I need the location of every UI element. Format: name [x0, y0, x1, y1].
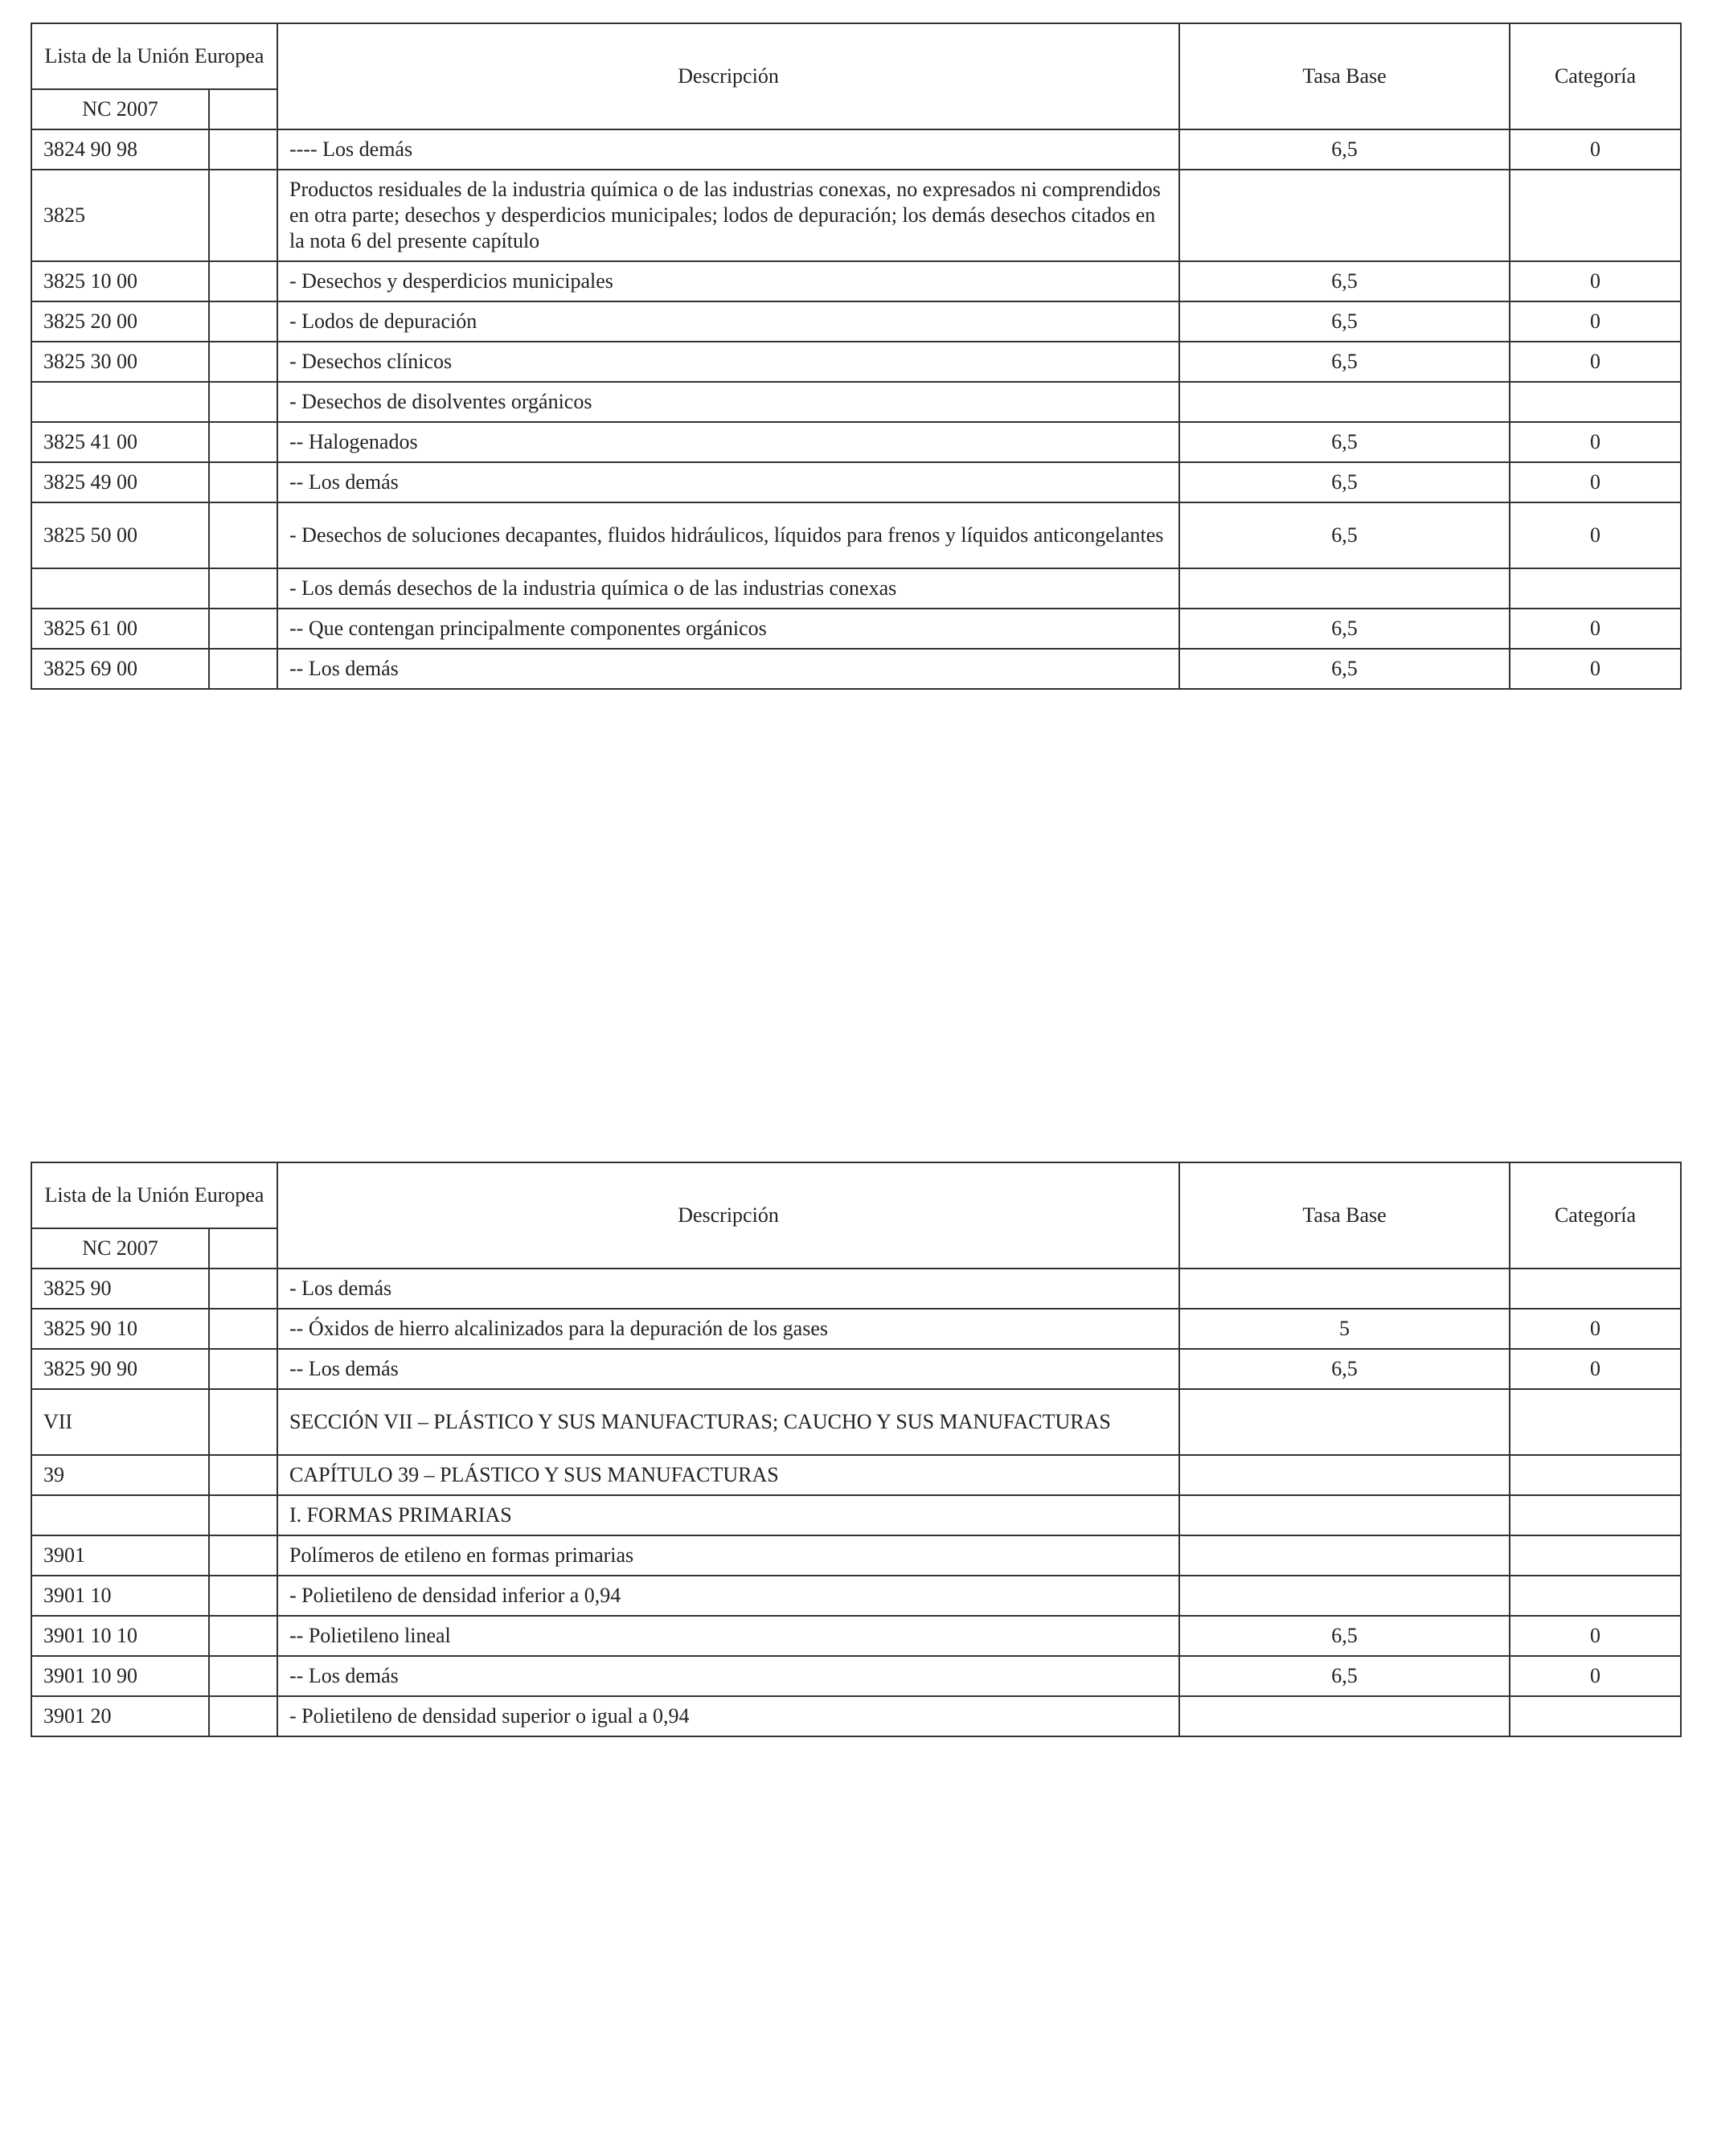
category: 0	[1510, 462, 1681, 502]
description: CAPÍTULO 39 – PLÁSTICO Y SUS MANUFACTURAS	[277, 1455, 1179, 1495]
blank-cell	[209, 1535, 277, 1576]
base-rate: 6,5	[1179, 261, 1510, 301]
category	[1510, 1455, 1681, 1495]
base-rate: 6,5	[1179, 609, 1510, 649]
description: -- Polietileno lineal	[277, 1616, 1179, 1656]
category: 0	[1510, 1616, 1681, 1656]
description: ---- Los demás	[277, 129, 1179, 170]
category	[1510, 382, 1681, 422]
table-row	[31, 502, 1681, 568]
header-category: Categoría	[1510, 23, 1681, 129]
description: - Los demás desechos de la industria química o de las industrias conexas	[277, 568, 1179, 609]
nc-code: 3901 10 10	[31, 1616, 209, 1656]
description: - Desechos clínicos	[277, 342, 1179, 382]
blank-cell	[209, 462, 277, 502]
table-row	[31, 568, 1681, 609]
blank-cell	[209, 649, 277, 689]
nc-code: 3825 10 00	[31, 261, 209, 301]
nc-code: 3825 69 00	[31, 649, 209, 689]
category	[1510, 1269, 1681, 1309]
header-row	[31, 23, 1681, 89]
description: - Desechos de soluciones decapantes, fluidos hidráulicos, líquidos para frenos y líquidos anticongelantes	[277, 502, 1179, 568]
base-rate: 6,5	[1179, 502, 1510, 568]
table-row	[31, 1349, 1681, 1389]
description: -- Los demás	[277, 462, 1179, 502]
blank-cell	[209, 1309, 277, 1349]
nc-code: 3825 90	[31, 1269, 209, 1309]
base-rate	[1179, 1269, 1510, 1309]
nc-code: VII	[31, 1389, 209, 1455]
description: - Polietileno de densidad superior o igual a 0,94	[277, 1696, 1179, 1736]
table-row	[31, 1495, 1681, 1535]
nc-code: 3901 10	[31, 1576, 209, 1616]
table-row	[31, 1656, 1681, 1696]
description: SECCIÓN VII – PLÁSTICO Y SUS MANUFACTURAS; CAUCHO Y SUS MANUFACTURAS	[277, 1389, 1179, 1455]
blank-cell	[209, 1389, 277, 1455]
blank-cell	[209, 568, 277, 609]
category	[1510, 1696, 1681, 1736]
category: 0	[1510, 609, 1681, 649]
table-row	[31, 1696, 1681, 1736]
nc-code: 3901	[31, 1535, 209, 1576]
description: Productos residuales de la industria química o de las industrias conexas, no expresados ni comprendidos en otra parte; desechos y desperdicios municipales; lodos de depuración; los demás desechos citados en la nota 6 del presente capítulo	[277, 170, 1179, 261]
header-blank-cell	[209, 1228, 277, 1269]
table-row	[31, 609, 1681, 649]
base-rate	[1179, 1455, 1510, 1495]
base-rate	[1179, 1389, 1510, 1455]
nc-code: 3825 30 00	[31, 342, 209, 382]
header-category: Categoría	[1510, 1162, 1681, 1269]
tariff-table-1	[31, 23, 1682, 690]
description: -- Los demás	[277, 1656, 1179, 1696]
nc-code: 39	[31, 1455, 209, 1495]
blank-cell	[209, 129, 277, 170]
nc-code: 3901 10 90	[31, 1656, 209, 1696]
blank-cell	[209, 1656, 277, 1696]
description: - Los demás	[277, 1269, 1179, 1309]
description: -- Los demás	[277, 649, 1179, 689]
blank-cell	[209, 170, 277, 261]
base-rate: 5	[1179, 1309, 1510, 1349]
table-row	[31, 1269, 1681, 1309]
header-base-rate: Tasa Base	[1179, 1162, 1510, 1269]
blank-cell	[209, 1455, 277, 1495]
table-row	[31, 382, 1681, 422]
base-rate	[1179, 170, 1510, 261]
category: 0	[1510, 502, 1681, 568]
table-row	[31, 342, 1681, 382]
category: 0	[1510, 301, 1681, 342]
category	[1510, 1495, 1681, 1535]
nc-code: 3825	[31, 170, 209, 261]
nc-code: 3825 90 90	[31, 1349, 209, 1389]
header-eu-list: Lista de la Unión Europea	[31, 1162, 277, 1228]
base-rate	[1179, 382, 1510, 422]
category: 0	[1510, 1349, 1681, 1389]
base-rate: 6,5	[1179, 1349, 1510, 1389]
header-nc: NC 2007	[31, 89, 209, 129]
header-eu-list: Lista de la Unión Europea	[31, 23, 277, 89]
category: 0	[1510, 342, 1681, 382]
blank-cell	[209, 1696, 277, 1736]
category: 0	[1510, 649, 1681, 689]
nc-code: 3825 61 00	[31, 609, 209, 649]
category: 0	[1510, 1309, 1681, 1349]
description: -- Que contengan principalmente componentes orgánicos	[277, 609, 1179, 649]
table-row	[31, 129, 1681, 170]
nc-code: 3825 50 00	[31, 502, 209, 568]
blank-cell	[209, 1269, 277, 1309]
table-row	[31, 1455, 1681, 1495]
nc-code: 3825 41 00	[31, 422, 209, 462]
blank-cell	[209, 1616, 277, 1656]
header-base-rate: Tasa Base	[1179, 23, 1510, 129]
description: - Desechos de disolventes orgánicos	[277, 382, 1179, 422]
blank-cell	[209, 382, 277, 422]
header-nc: NC 2007	[31, 1228, 209, 1269]
header-description: Descripción	[277, 1162, 1179, 1269]
description: -- Óxidos de hierro alcalinizados para la depuración de los gases	[277, 1309, 1179, 1349]
blank-cell	[209, 422, 277, 462]
base-rate: 6,5	[1179, 649, 1510, 689]
header-blank-cell	[209, 89, 277, 129]
nc-code: 3825 20 00	[31, 301, 209, 342]
base-rate: 6,5	[1179, 422, 1510, 462]
nc-code: 3824 90 98	[31, 129, 209, 170]
table-row	[31, 301, 1681, 342]
category	[1510, 1576, 1681, 1616]
base-rate: 6,5	[1179, 1656, 1510, 1696]
description: Polímeros de etileno en formas primarias	[277, 1535, 1179, 1576]
nc-code	[31, 568, 209, 609]
nc-code: 3901 20	[31, 1696, 209, 1736]
table-row	[31, 1389, 1681, 1455]
base-rate	[1179, 1495, 1510, 1535]
table-row	[31, 422, 1681, 462]
category	[1510, 568, 1681, 609]
blank-cell	[209, 301, 277, 342]
description: - Polietileno de densidad inferior a 0,94	[277, 1576, 1179, 1616]
base-rate: 6,5	[1179, 129, 1510, 170]
category: 0	[1510, 1656, 1681, 1696]
category	[1510, 1389, 1681, 1455]
nc-code: 3825 90 10	[31, 1309, 209, 1349]
table-row	[31, 261, 1681, 301]
category	[1510, 1535, 1681, 1576]
header-row	[31, 1162, 1681, 1228]
nc-code	[31, 382, 209, 422]
base-rate	[1179, 1696, 1510, 1736]
base-rate: 6,5	[1179, 1616, 1510, 1656]
category: 0	[1510, 261, 1681, 301]
base-rate	[1179, 568, 1510, 609]
description: - Lodos de depuración	[277, 301, 1179, 342]
table-row	[31, 1309, 1681, 1349]
base-rate: 6,5	[1179, 462, 1510, 502]
category: 0	[1510, 129, 1681, 170]
blank-cell	[209, 261, 277, 301]
table-row	[31, 1576, 1681, 1616]
description: - Desechos y desperdicios municipales	[277, 261, 1179, 301]
blank-cell	[209, 342, 277, 382]
blank-cell	[209, 502, 277, 568]
description: I. FORMAS PRIMARIAS	[277, 1495, 1179, 1535]
category: 0	[1510, 422, 1681, 462]
table-row	[31, 170, 1681, 261]
description: -- Los demás	[277, 1349, 1179, 1389]
base-rate	[1179, 1576, 1510, 1616]
table-row	[31, 462, 1681, 502]
base-rate: 6,5	[1179, 342, 1510, 382]
table-row	[31, 1535, 1681, 1576]
header-description: Descripción	[277, 23, 1179, 129]
table-row	[31, 649, 1681, 689]
blank-cell	[209, 609, 277, 649]
nc-code: 3825 49 00	[31, 462, 209, 502]
description: -- Halogenados	[277, 422, 1179, 462]
category	[1510, 170, 1681, 261]
tariff-table-2	[31, 1162, 1682, 1737]
base-rate	[1179, 1535, 1510, 1576]
nc-code	[31, 1495, 209, 1535]
blank-cell	[209, 1349, 277, 1389]
blank-cell	[209, 1495, 277, 1535]
blank-cell	[209, 1576, 277, 1616]
base-rate: 6,5	[1179, 301, 1510, 342]
table-row	[31, 1616, 1681, 1656]
